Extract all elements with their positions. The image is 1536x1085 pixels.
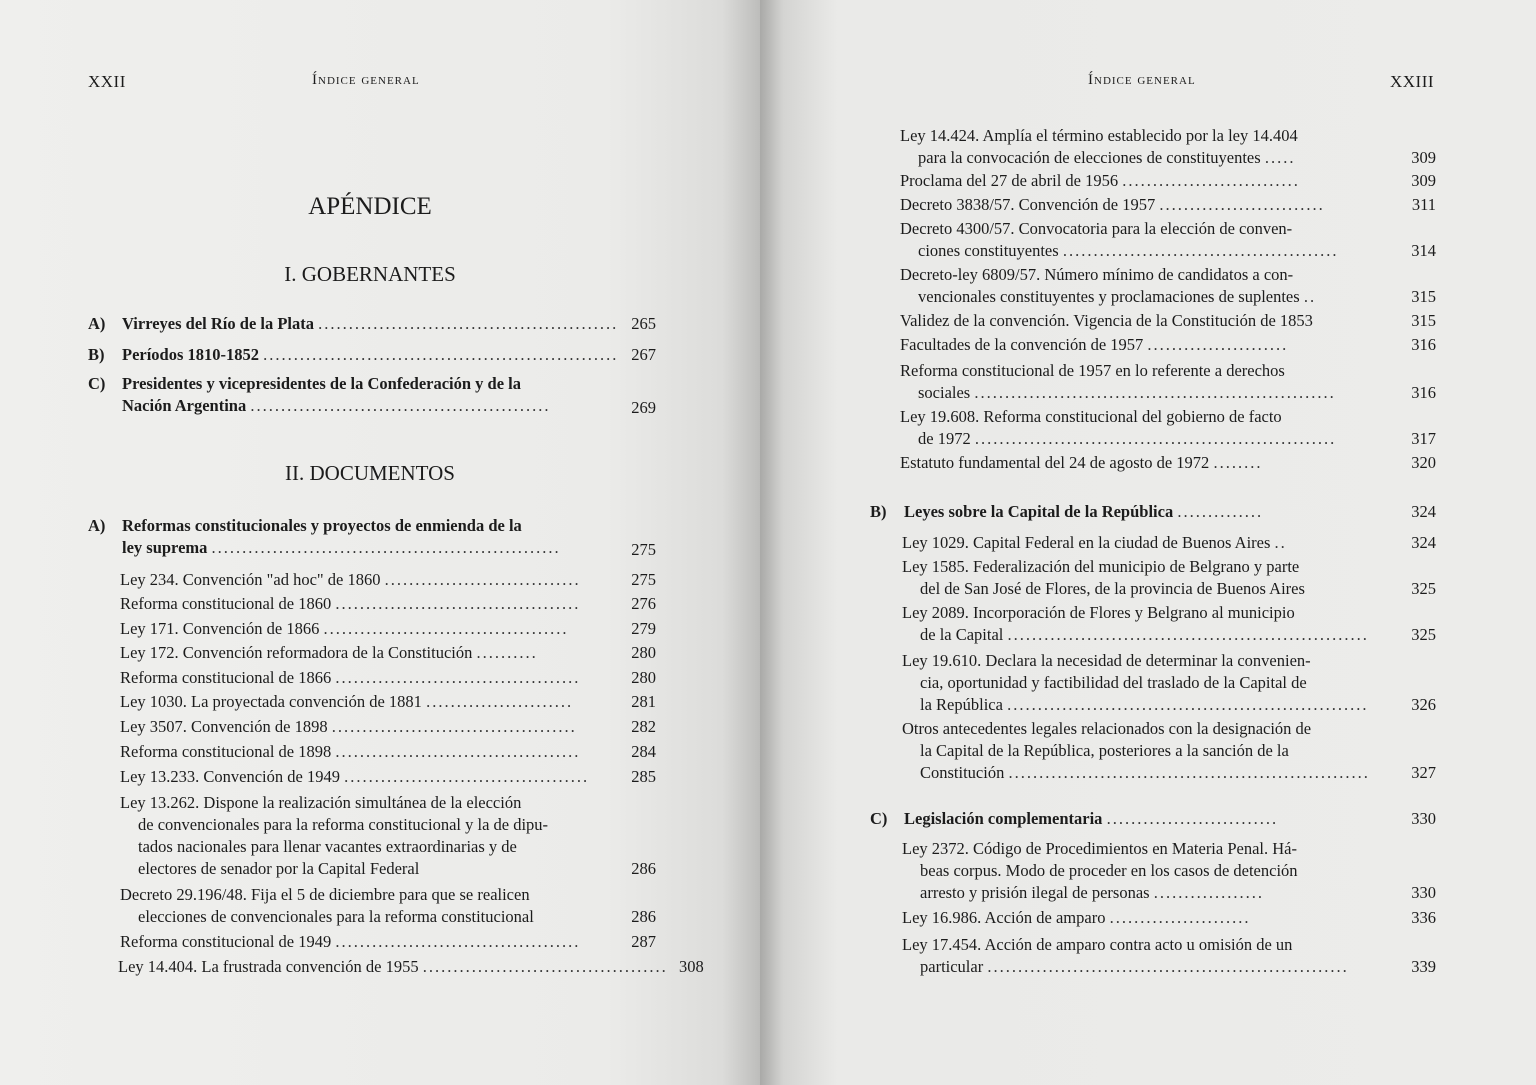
page-number: 330 bbox=[1411, 809, 1436, 828]
toc-entry[interactable] bbox=[120, 884, 656, 928]
left-running-title: Índice general bbox=[312, 72, 420, 88]
page-number: 281 bbox=[631, 692, 656, 711]
toc-entry[interactable]: Ley 13.233. Convención de 1949 ........................................ 285 bbox=[120, 767, 656, 786]
entry-text: Ley 172. Convención reformadora de la Constitución bbox=[120, 643, 473, 662]
page-number: 315 bbox=[1411, 287, 1436, 306]
page-number: 324 bbox=[1411, 533, 1436, 552]
entry-text: Ley 1585. Federalización del municipio de Belgrano y parte bbox=[902, 557, 1300, 576]
entry-label: C) bbox=[88, 374, 106, 393]
entry-text: Decreto 3838/57. Convención de 1957 bbox=[900, 195, 1156, 214]
right-running-title: Índice general bbox=[1088, 72, 1196, 88]
left-page bbox=[0, 0, 760, 1085]
entry-text: Ley 19.610. Declara la necesidad de determinar la convenien- bbox=[902, 651, 1311, 670]
entry-text: particular bbox=[920, 957, 984, 976]
entry-text: Ley 1029. Capital Federal en la ciudad de Buenos Aires bbox=[902, 533, 1271, 552]
entry-text: para la convocación de elecciones de constituyentes bbox=[918, 148, 1261, 167]
entry-text: Ley 14.404. La frustrada convención de 1955 bbox=[118, 957, 419, 976]
toc-entry[interactable]: Ley 171. Convención de 1866 ........................................ 279 bbox=[120, 619, 656, 638]
entry-text: de convencionales para la reforma constitucional y la de dipu- bbox=[138, 815, 549, 834]
page-number: 280 bbox=[631, 668, 656, 687]
entry-text: Constitución bbox=[920, 763, 1005, 782]
toc-entry[interactable]: Ley 14.404. La frustrada convención de 1955 ........................................ 308 bbox=[118, 957, 704, 976]
toc-entry[interactable]: Estatuto fundamental del 24 de agosto de 1972 ........ 320 bbox=[900, 453, 1436, 472]
toc-entry[interactable]: Ley 3507. Convención de 1898 ........................................ 282 bbox=[120, 717, 656, 736]
page-number: 325 bbox=[1411, 579, 1436, 598]
entry-text: Virreyes del Río de la Plata bbox=[122, 314, 315, 333]
entry-text: beas corpus. Modo de proceder en los casos de detención bbox=[920, 861, 1298, 880]
page-number: 275 bbox=[631, 540, 656, 559]
entry-text: Ley 234. Convención "ad hoc" de 1860 bbox=[120, 570, 381, 589]
entry-text: Reforma constitucional de 1860 bbox=[120, 594, 332, 613]
entry-text: Ley 2089. Incorporación de Flores y Belgrano al municipio bbox=[902, 603, 1295, 622]
page-number: 315 bbox=[1411, 311, 1436, 330]
entry-text: Ley 14.424. Amplía el término establecido por la ley 14.404 bbox=[900, 126, 1298, 145]
entry-text: Reformas constitucionales y proyectos de enmienda de la bbox=[122, 516, 522, 535]
toc-entry[interactable] bbox=[902, 556, 1436, 600]
page-number: 276 bbox=[631, 594, 656, 613]
toc-entry[interactable]: Reforma constitucional de 1860 ........................................ 276 bbox=[120, 594, 656, 613]
page-number: 320 bbox=[1411, 453, 1436, 472]
toc-entry[interactable]: Reforma constitucional de 1949 ........................................ 287 bbox=[120, 932, 656, 951]
toc-entry[interactable]: C) Presidentes y vicepresidentes de la Confederación y de la Nación Argentina ................................................. 269 bbox=[88, 374, 656, 417]
right-page-number: XXIII bbox=[1390, 72, 1435, 91]
page-number: 280 bbox=[631, 643, 656, 662]
entry-text: la Capital de la República, posteriores a la sanción de la bbox=[920, 741, 1289, 760]
entry-label: B) bbox=[88, 345, 105, 364]
toc-entry[interactable]: Proclama del 27 de abril de 1956 ............................. 309 bbox=[900, 171, 1436, 190]
toc-entry[interactable]: Facultades de la convención de 1957 ....................... 316 bbox=[900, 335, 1436, 354]
entry-text: Ley 19.608. Reforma constitucional del gobierno de facto bbox=[900, 407, 1282, 426]
entry-text: tados nacionales para llenar vacantes extraordinarias y de bbox=[138, 837, 517, 856]
toc-entry[interactable]: Ley 16.986. Acción de amparo ....................... 336 bbox=[902, 908, 1436, 927]
page-number: 308 bbox=[678, 957, 704, 976]
entry-text: Períodos 1810-1852 bbox=[122, 345, 260, 364]
entry-text: Ley 13.262. Dispone la realización simultánea de la elección bbox=[120, 793, 522, 812]
entry-text: Ley 13.233. Convención de 1949 bbox=[120, 767, 340, 786]
entry-text: Reforma constitucional de 1949 bbox=[120, 932, 332, 951]
page-number: 325 bbox=[1411, 625, 1436, 644]
left-page-number: XXII bbox=[88, 72, 126, 91]
entry-text: Ley 2372. Código de Procedimientos en Materia Penal. Há- bbox=[902, 839, 1297, 858]
toc-entry[interactable]: Otros antecedentes legales relacionados con la designación de la Capital de la República, posteriores a la sanción de la Constitución ........................................................... 327 bbox=[902, 719, 1436, 782]
entry-text: elecciones de convencionales para la reforma constitucional bbox=[138, 907, 534, 926]
entry-text: de la Capital bbox=[920, 625, 1004, 644]
entry-label: C) bbox=[870, 809, 888, 828]
entry-text: Leyes sobre la Capital de la República bbox=[904, 502, 1174, 521]
toc-entry[interactable]: Reforma constitucional de 1898 ........................................ 284 bbox=[120, 742, 656, 761]
appendix-title: APÉNDICE bbox=[308, 193, 432, 220]
entry-text: Reforma constitucional de 1957 en lo referente a derechos bbox=[900, 361, 1285, 380]
toc-entry[interactable]: B) Períodos 1810-1852 .......................................................... 267 bbox=[88, 345, 656, 364]
page-number: 336 bbox=[1411, 908, 1436, 927]
entry-label: A) bbox=[88, 516, 106, 535]
entry-text: Decreto 4300/57. Convocatoria para la elección de conven- bbox=[900, 219, 1293, 238]
toc-entry[interactable]: C) Legislación complementaria ............................ 330 bbox=[870, 809, 1436, 828]
entry-text: electores de senador por la Capital Federal bbox=[138, 859, 420, 878]
entry-text: Ley 1030. La proyectada convención de 1881 bbox=[120, 692, 422, 711]
page-number: 309 bbox=[1411, 171, 1436, 190]
toc-entry[interactable]: Ley 2372. Código de Procedimientos en Materia Penal. Há- beas corpus. Modo de proceder en los casos de detención arresto y prisión ilegal de personas .................. 330 bbox=[902, 839, 1436, 902]
entry-text: Estatuto fundamental del 24 de agosto de 1972 bbox=[900, 453, 1210, 472]
page-number: 324 bbox=[1411, 502, 1436, 521]
entry-text: de 1972 bbox=[918, 429, 971, 448]
entry-text: sociales bbox=[918, 383, 971, 402]
toc-entry[interactable]: Ley 17.454. Acción de amparo contra acto u omisión de un particular ........................................................... 339 bbox=[902, 935, 1436, 976]
page-number: 286 bbox=[631, 859, 656, 878]
entry-label: B) bbox=[870, 502, 887, 521]
entry-text: Decreto 29.196/48. Fija el 5 de diciembre para que se realicen bbox=[120, 885, 530, 904]
entry-text: Ley 171. Convención de 1866 bbox=[120, 619, 320, 638]
page-number: 330 bbox=[1411, 883, 1436, 902]
page-number: 316 bbox=[1411, 383, 1436, 402]
toc-entry[interactable]: Reforma constitucional de 1957 en lo referente a derechos sociales ........................................................... 316 bbox=[900, 361, 1436, 402]
toc-entry[interactable]: Decreto-ley 6809/57. Número mínimo de candidatos a con- vencionales constituyentes y proclamaciones de suplentes .. 315 bbox=[900, 265, 1436, 306]
section-documentos: II. DOCUMENTOS bbox=[285, 461, 455, 485]
entry-text: Reforma constitucional de 1866 bbox=[120, 668, 332, 687]
page-number: 314 bbox=[1411, 241, 1436, 260]
page-number: 267 bbox=[631, 345, 656, 364]
toc-entry[interactable]: Ley 14.424. Amplía el término establecido por la ley 14.404 para la convocación de elecciones de constituyentes ..... 309 bbox=[900, 126, 1436, 167]
page-number: 269 bbox=[631, 398, 656, 417]
entry-text: Facultades de la convención de 1957 bbox=[900, 335, 1144, 354]
page-number: 265 bbox=[631, 314, 656, 333]
page-number: 275 bbox=[631, 570, 656, 589]
entry-text: Reforma constitucional de 1898 bbox=[120, 742, 332, 761]
page-number: 311 bbox=[1411, 195, 1436, 214]
page-number: 284 bbox=[631, 742, 656, 761]
toc-entry[interactable]: Ley 2089. Incorporación de Flores y Belgrano al municipio de la Capital ........................................................... 325 bbox=[902, 603, 1436, 644]
page-number: 326 bbox=[1411, 695, 1436, 714]
entry-text: Ley 16.986. Acción de amparo bbox=[902, 908, 1106, 927]
entry-text: del de San José de Flores, de la provincia de Buenos Aires bbox=[920, 579, 1305, 598]
entry-label: A) bbox=[88, 314, 106, 333]
right-page bbox=[760, 0, 1536, 1085]
section-gobernantes: I. GOBERNANTES bbox=[284, 262, 456, 286]
entry-text: Proclama del 27 de abril de 1956 bbox=[900, 171, 1119, 190]
entry-text: ley suprema bbox=[122, 538, 208, 557]
entry-text: cia, oportunidad y factibilidad del traslado de la Capital de bbox=[920, 673, 1307, 692]
toc-entry[interactable]: Ley 1030. La proyectada convención de 1881 ........................ 281 bbox=[120, 692, 656, 711]
toc-entry[interactable]: Decreto 3838/57. Convención de 1957 ........................... 311 bbox=[900, 195, 1436, 214]
page-number: 285 bbox=[631, 767, 656, 786]
toc-entry[interactable]: Ley 19.608. Reforma constitucional del gobierno de facto de 1972 ........................................................... 317 bbox=[900, 407, 1436, 448]
entry-text: vencionales constituyentes y proclamaciones de suplentes bbox=[918, 287, 1300, 306]
entry-text: Ley 17.454. Acción de amparo contra acto u omisión de un bbox=[902, 935, 1293, 954]
entry-text: Validez de la convención. Vigencia de la Constitución de 1853 bbox=[900, 311, 1313, 330]
entry-text: Legislación complementaria bbox=[904, 809, 1103, 828]
toc-entry[interactable]: B) Leyes sobre la Capital de la República .............. 324 bbox=[870, 502, 1436, 521]
entry-text: Ley 3507. Convención de 1898 bbox=[120, 717, 328, 736]
entry-text: Otros antecedentes legales relacionados con la designación de bbox=[902, 719, 1312, 738]
entry-text: ciones constituyentes bbox=[918, 241, 1059, 260]
entry-text: Decreto-ley 6809/57. Número mínimo de candidatos a con- bbox=[900, 265, 1294, 284]
toc-entry[interactable]: Reforma constitucional de 1866 ........................................ 280 bbox=[120, 668, 656, 687]
toc-entry[interactable]: Ley 1029. Capital Federal en la ciudad de Buenos Aires .. 324 bbox=[902, 533, 1436, 552]
page-number: 286 bbox=[631, 907, 656, 926]
toc-entry[interactable]: Ley 19.610. Declara la necesidad de determinar la convenien- cia, oportunidad y factibilidad del traslado de la Capital de la República ........................................................... 326 bbox=[902, 651, 1436, 714]
entry-text: arresto y prisión ilegal de personas bbox=[920, 883, 1150, 902]
page-number: 309 bbox=[1411, 148, 1436, 167]
page-number: 279 bbox=[631, 619, 656, 638]
toc-entry[interactable]: Decreto 4300/57. Convocatoria para la elección de conven- ciones constituyentes ............................................. 314 bbox=[900, 219, 1436, 260]
toc-entry[interactable] bbox=[120, 792, 656, 880]
entry-text: Presidentes y vicepresidentes de la Confederación y de la bbox=[122, 374, 522, 393]
page-number: 287 bbox=[631, 932, 656, 951]
entry-text: Nación Argentina bbox=[122, 396, 247, 415]
page-number: 317 bbox=[1411, 429, 1436, 448]
page-number: 316 bbox=[1411, 335, 1436, 354]
entry-text: la República bbox=[920, 695, 1003, 714]
toc-entry[interactable]: A) Reformas constitucionales y proyectos de enmienda de la ley suprema ......................................................... 275 bbox=[88, 516, 656, 559]
toc-entry[interactable]: Ley 234. Convención "ad hoc" de 1860 ................................ 275 bbox=[120, 570, 656, 589]
toc-entry[interactable] bbox=[900, 310, 1436, 332]
toc-entry[interactable]: A) Virreyes del Río de la Plata ................................................. 265 bbox=[88, 314, 656, 333]
page-number: 339 bbox=[1411, 957, 1436, 976]
page-number: 327 bbox=[1411, 763, 1436, 782]
toc-entry[interactable]: Ley 172. Convención reformadora de la Constitución .......... 280 bbox=[120, 643, 656, 662]
page-number: 282 bbox=[631, 717, 656, 736]
